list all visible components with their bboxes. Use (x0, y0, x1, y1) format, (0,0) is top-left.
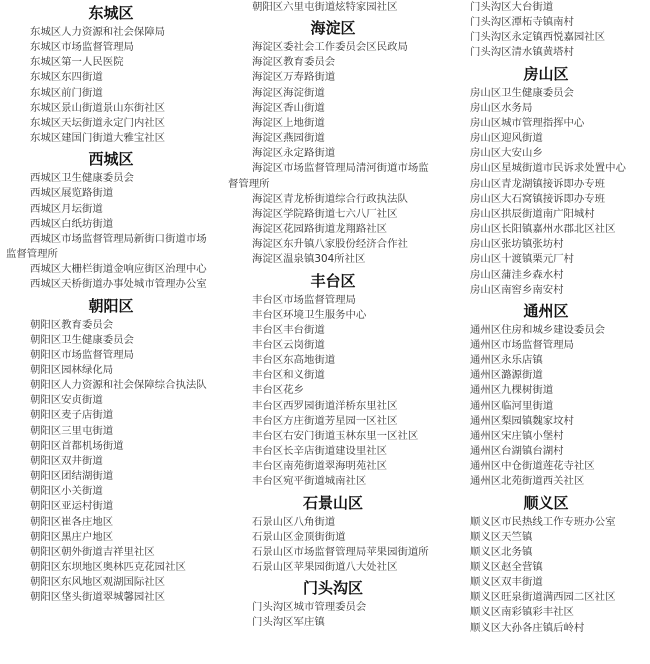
list-item: 丰台区南苑街道翠海明苑社区 (252, 460, 388, 473)
list-item: 朝阳区东风地区观湖国际社区 (30, 576, 166, 589)
list-item: 顺义区旺泉街道满西园二区社区 (470, 591, 616, 604)
district-heading: 朝阳区 (88, 296, 134, 315)
list-item: 通州区住房和城乡建设委员会 (470, 323, 606, 336)
list-item: 房山区迎风街道 (470, 132, 543, 145)
list-item: 朝阳区安贞街道 (30, 394, 103, 407)
list-item: 门头沟区潭柘寺镇南村 (470, 16, 574, 29)
list-item: 海淀区上地街道 (252, 116, 325, 129)
list-item: 房山区长阳镇嘉州水郡北区社区 (470, 223, 616, 236)
list-item: 房山区青龙湖镇接诉即办专班 (470, 177, 606, 190)
list-item: 丰台区东高地街道 (252, 354, 336, 367)
list-item: 东城区第一人民医院 (30, 56, 124, 69)
column-right (446, 0, 646, 636)
list-item: 房山区水务局 (470, 101, 533, 114)
list-item: 通州区宋庄镇小堡村 (470, 429, 564, 442)
list-item: 顺义区北务镇 (470, 545, 533, 558)
list-item: 海淀区香山街道 (252, 101, 325, 114)
list-item: 门头沟区大台街道 (470, 1, 554, 13)
list-item: 西城区天桥街道办事处城市管理办公室 (30, 278, 207, 291)
list-item: 通州区梨园镇魏家坟村 (470, 414, 574, 427)
list-item: 顺义区大孙各庄镇后岭村 (470, 621, 585, 634)
list-item: 海淀区市场监督管理局清河街道市场监督管理所 (228, 162, 429, 190)
list-item: 房山区城市管理指挥中心 (470, 116, 585, 129)
list-item: 通州区市场监督管理局 (470, 338, 574, 351)
list-item: 顺义区天竺镇 (470, 530, 533, 543)
list-item: 通州区九棵树街道 (470, 384, 554, 397)
list-item: 房山区蒲洼乡森水村 (470, 268, 564, 281)
column-middle (228, 0, 438, 630)
list-item: 朝阳区首都机场街道 (30, 439, 124, 452)
list-item: 门头沟区清水镇黄塔村 (470, 46, 574, 59)
district-heading: 海淀区 (310, 19, 356, 38)
list-item: 海淀区学院路街道七六八厂社区 (252, 207, 398, 220)
list-item: 房山区大石窝镇接诉即办专班 (470, 192, 606, 205)
list-item: 朝阳区垡头街道翠城馨园社区 (30, 591, 166, 604)
list-item: 通州区台湖镇台湖村 (470, 445, 564, 458)
list-item: 石景山区苹果园街道八大处社区 (252, 561, 398, 573)
list-item: 石景山区金顶街街道 (252, 530, 346, 543)
list-item: 朝阳区人力资源和社会保障综合执法队 (30, 379, 207, 392)
list-item: 海淀区万寿路街道 (252, 71, 336, 84)
list-item: 西城区白纸坊街道 (30, 217, 114, 230)
list-item: 海淀区东升镇八家股份经济合作社 (252, 238, 408, 251)
list-item: 房山区拱辰街道南广阳城村 (470, 207, 595, 220)
list-item: 海淀区委社会工作委员会区民政局 (252, 41, 408, 54)
list-item: 西城区展览路街道 (30, 187, 114, 200)
list-item: 东城区前门街道 (30, 86, 103, 99)
list-item: 通州区中仓街道莲花寺社区 (470, 460, 595, 473)
list-item: 朝阳区市场监督管理局 (30, 348, 134, 361)
list-item: 房山区卫生健康委员会 (470, 86, 574, 99)
list-item: 西城区市场监督管理局新街口街道市场监督管理所 (6, 232, 207, 261)
list-item: 东城区市场监督管理局 (30, 41, 134, 54)
list-item: 朝阳区东坝地区奥林匹克花园社区 (30, 561, 186, 573)
list-item: 朝阳区卫生健康委员会 (30, 333, 134, 346)
list-item: 顺义区赵全营镇 (470, 561, 543, 573)
list-item: 通州区北苑街道西关社区 (470, 475, 585, 488)
list-item: 朝阳区亚运村街道 (30, 500, 114, 513)
list-item: 顺义区市民热线工作专班办公室 (470, 515, 616, 528)
list-item: 通州区临河里街道 (470, 399, 554, 412)
list-item: 海淀区教育委员会 (252, 56, 336, 69)
list-item: 石景山区市场监督管理局苹果园街道所 (252, 545, 429, 558)
list-item: 丰台区市场监督管理局 (252, 293, 356, 306)
list-item: 朝阳区六里屯街道炫特家园社区 (252, 1, 398, 13)
list-item: 房山区南窖乡南安村 (470, 283, 564, 296)
list-item: 丰台区方庄街道芳星园一区社区 (252, 414, 398, 427)
list-item: 海淀区青龙桥街道综合行政执法队 (252, 192, 408, 205)
list-item: 海淀区花园路街道龙翔路社区 (252, 223, 388, 236)
district-heading: 顺义区 (523, 493, 569, 512)
list-item: 朝阳区园林绿化局 (30, 363, 114, 376)
list-item: 顺义区南彩镇彩丰社区 (470, 606, 574, 619)
list-item: 丰台区云岗街道 (252, 338, 325, 351)
list-item: 门头沟区永定镇西悦嘉园社区 (470, 31, 606, 44)
list-item: 西城区大栅栏街道金响应街区治理中心 (30, 263, 207, 276)
list-item: 西城区卫生健康委员会 (30, 172, 134, 185)
list-item: 朝阳区团结湖街道 (30, 470, 114, 483)
list-item: 门头沟区城市管理委员会 (252, 601, 367, 614)
list-item: 房山区十渡镇栗元厂村 (470, 253, 574, 266)
list-item: 房山区张坊镇张坊村 (470, 238, 564, 251)
list-item: 朝阳区崔各庄地区 (30, 515, 114, 528)
list-item: 丰台区右安门街道玉林东里一区社区 (252, 429, 419, 442)
list-item: 海淀区燕园街道 (252, 132, 325, 145)
column-left (6, 0, 216, 605)
district-heading: 通州区 (523, 301, 569, 320)
list-item: 朝阳区麦子店街道 (30, 409, 114, 422)
list-item: 门头沟区军庄镇 (252, 616, 325, 629)
list-item: 东城区景山街道景山东街社区 (30, 101, 166, 114)
list-item: 东城区东四街道 (30, 71, 103, 84)
list-item: 东城区建国门街道大雅宝社区 (30, 132, 166, 145)
list-item: 丰台区长辛店街道建设里社区 (252, 445, 388, 458)
list-item: 东城区天坛街道永定门内社区 (30, 116, 166, 129)
list-item: 丰台区宛平街道城南社区 (252, 475, 367, 488)
list-item: 朝阳区三里屯街道 (30, 424, 114, 437)
list-item: 朝阳区黑庄户地区 (30, 530, 114, 543)
district-heading: 石景山区 (302, 493, 363, 512)
list-item: 朝阳区小关街道 (30, 485, 103, 498)
list-item: 房山区星城街道市民诉求处置中心 (470, 162, 626, 175)
district-heading: 丰台区 (310, 271, 356, 290)
list-item: 丰台区和义街道 (252, 369, 325, 382)
list-item: 朝阳区教育委员会 (30, 318, 114, 331)
list-item: 东城区人力资源和社会保障局 (30, 26, 166, 38)
list-item: 西城区月坛街道 (30, 202, 103, 215)
district-heading: 门头沟区 (302, 579, 363, 598)
list-item: 丰台区环境卫生服务中心 (252, 308, 367, 321)
list-item: 房山区大安山乡 (470, 147, 543, 160)
district-heading: 西城区 (88, 150, 134, 169)
list-item: 海淀区温泉镇304所社区 (252, 253, 366, 266)
list-item: 海淀区永定路街道 (252, 147, 336, 160)
list-item: 朝阳区朝外街道吉祥里社区 (30, 545, 155, 558)
list-item: 朝阳区双井街道 (30, 454, 103, 467)
district-heading: 东城区 (88, 4, 134, 22)
list-item: 顺义区双丰街道 (470, 576, 543, 589)
list-item: 通州区永乐店镇 (470, 354, 543, 367)
list-item: 石景山区八角街道 (252, 515, 336, 528)
list-item: 海淀区海淀街道 (252, 86, 325, 99)
list-item: 丰台区花乡 (252, 384, 304, 397)
list-item: 丰台区西罗园街道洋桥东里社区 (252, 399, 398, 412)
district-heading: 房山区 (523, 64, 569, 83)
list-item: 通州区潞源街道 (470, 369, 543, 382)
list-item: 丰台区丰台街道 (252, 323, 325, 336)
